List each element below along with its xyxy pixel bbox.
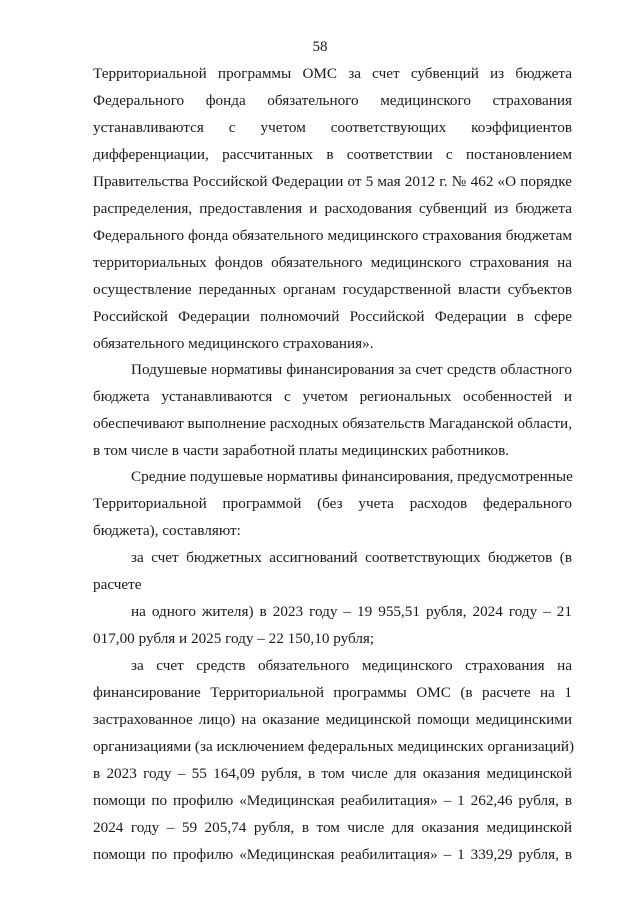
text-line: Подушевые нормативы финансирования за счет средств областного — [131, 361, 572, 378]
text-line: Территориальной программой (без учета расходов федерального — [93, 495, 572, 512]
text-line: расчете — [93, 576, 142, 593]
text-line: бюджета), составляют: — [93, 522, 241, 539]
text-line: 2024 году – 59 205,74 рубля, в том числе для оказания медицинской — [93, 819, 572, 836]
text-line: дифференциации, рассчитанных в соответствии с постановлением — [93, 146, 572, 163]
text-line: организациями (за исключением федеральных медицинских организаций) — [93, 738, 575, 755]
text-line: Правительства Российской Федерации от 5 мая 2012 г. № 462 «О порядке — [93, 173, 572, 190]
text-line: бюджета устанавливаются с учетом региональных особенностей и — [93, 388, 572, 405]
text-line: территориальных фондов обязательного медицинского страхования на — [93, 254, 572, 271]
text-line: устанавливаются с учетом соответствующих коэффициентов — [93, 119, 572, 136]
text-line: финансирование Территориальной программы ОМС (в расчете на 1 — [93, 684, 572, 701]
text-line: Средние подушевые нормативы финансирования, предусмотренные — [131, 468, 573, 485]
page-number: 58 — [312, 39, 328, 55]
text-line: помощи по профилю «Медицинская реабилитация» – 1 262,46 рубля, в — [93, 792, 572, 809]
text-line: осуществление переданных органам государственной власти субъектов — [93, 281, 572, 298]
text-line: распределения, предоставления и расходования субвенций из бюджета — [93, 200, 572, 217]
text-line: за счет бюджетных ассигнований соответствующих бюджетов (в — [131, 549, 572, 566]
text-line: обеспечивают выполнение расходных обязательств Магаданской области, — [93, 415, 572, 432]
text-line: в 2023 году – 55 164,09 рубля, в том числе для оказания медицинской — [93, 765, 572, 782]
text-line: обязательного медицинского страхования». — [93, 335, 374, 352]
text-line: Федерального фонда обязательного медицинского страхования — [93, 92, 572, 109]
text-line: застрахованное лицо) на оказание медицинской помощи медицинскими — [93, 711, 572, 728]
text-line: в том числе в части заработной платы медицинских работников. — [93, 442, 510, 459]
text-line: за счет средств обязательного медицинского страхования на — [131, 657, 572, 674]
text-line: Российской Федерации полномочий Российской Федерации в сфере — [93, 308, 572, 325]
text-line: помощи по профилю «Медицинская реабилитация» – 1 339,29 рубля, в — [93, 846, 572, 863]
text-line: на одного жителя) в 2023 году – 19 955,51 рубля, 2024 году – 21 — [131, 603, 572, 620]
text-line: 017,00 рубля и 2025 году – 22 150,10 рубля; — [93, 630, 375, 647]
text-line: Территориальной программы ОМС за счет субвенций из бюджета — [93, 65, 572, 82]
text-line: Федерального фонда обязательного медицинского страхования бюджетам — [93, 227, 572, 244]
